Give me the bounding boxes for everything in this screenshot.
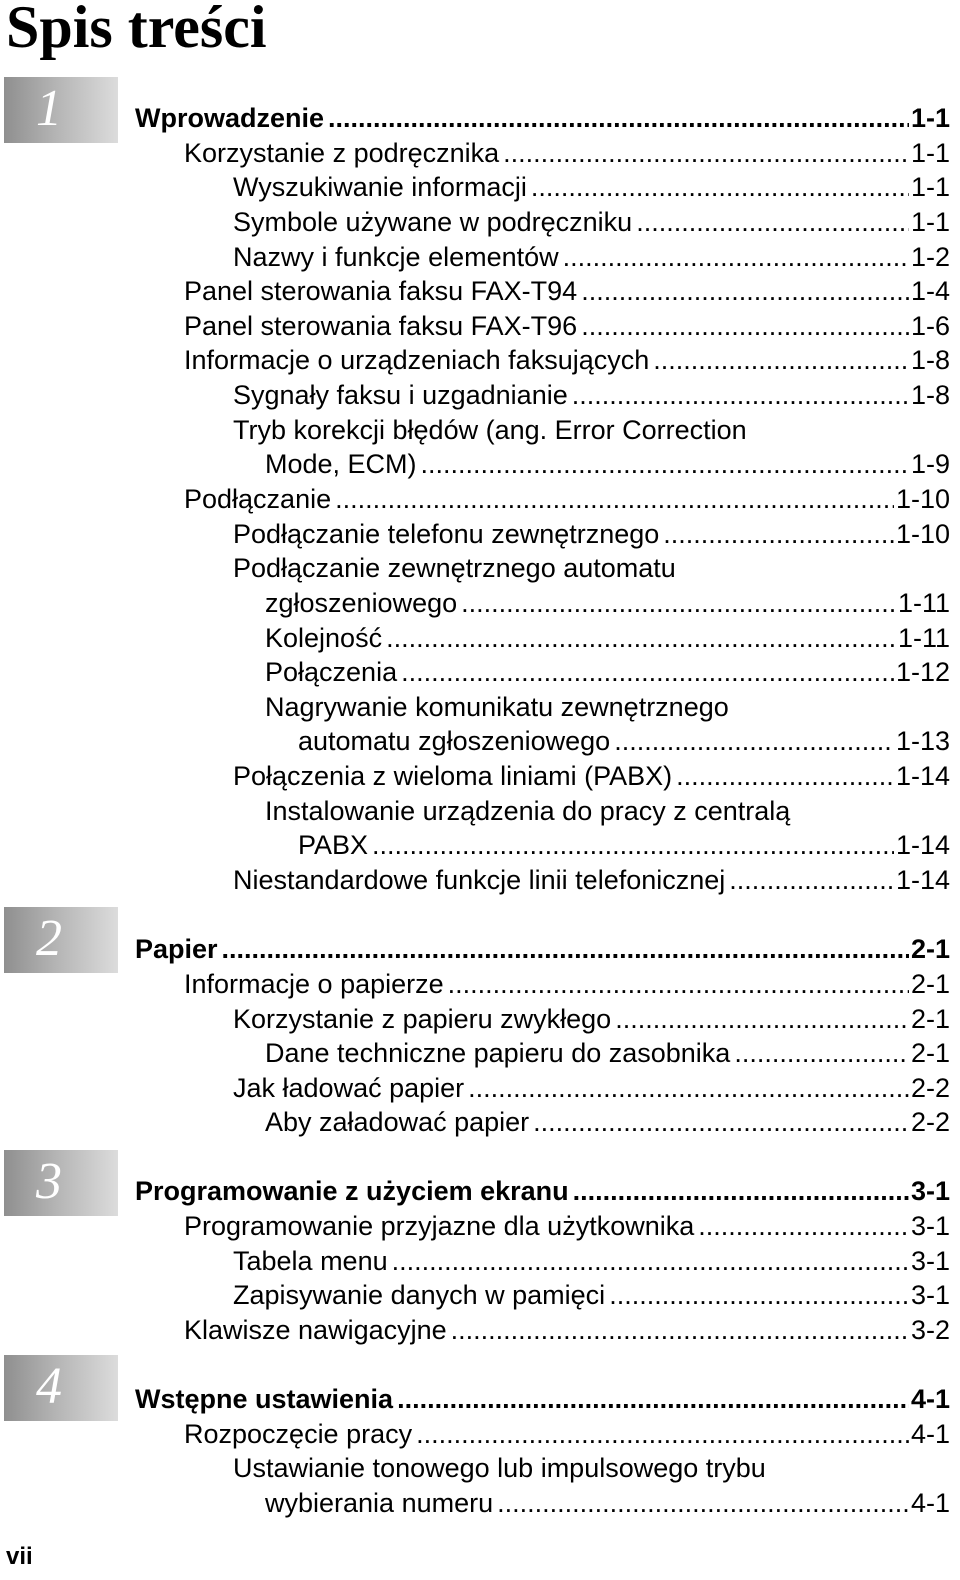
- toc-entry-title: Podłączanie telefonu zewnętrznego: [233, 519, 660, 549]
- toc-entry[interactable]: [233, 1071, 950, 1105]
- toc-entry-title: Niestandardowe funkcje linii telefonicznej: [233, 865, 726, 895]
- toc-page-number: 1-9: [910, 449, 950, 479]
- dot-leader: [222, 932, 909, 966]
- dot-leader: [698, 1209, 909, 1243]
- dot-leader: [609, 1278, 909, 1312]
- toc-page-number: 3-1: [910, 1176, 950, 1206]
- toc-entry-wrapped-line[interactable]: Tryb korekcji błędów (ang. Error Correction: [233, 415, 747, 445]
- toc-entry[interactable]: [265, 621, 950, 655]
- chapter-1-tab: [4, 77, 118, 143]
- toc-entry-title: Korzystanie z podręcznika: [184, 138, 500, 168]
- toc-entry[interactable]: [233, 1002, 950, 1036]
- toc-entry[interactable]: [265, 586, 950, 620]
- toc-entry[interactable]: [233, 759, 950, 793]
- toc-entry[interactable]: [233, 863, 950, 897]
- dot-leader: [451, 1313, 909, 1347]
- toc-chapter-2[interactable]: [135, 932, 950, 966]
- dot-leader: [497, 1486, 909, 1520]
- dot-leader: [421, 447, 909, 481]
- toc-page-number: 3-1: [910, 1211, 950, 1241]
- chapter-1-number: 1: [36, 80, 62, 137]
- toc-page-number: 1-1: [910, 172, 950, 202]
- toc-entry-title: Panel sterowania faksu FAX-T94: [184, 276, 578, 306]
- dot-leader: [328, 101, 909, 135]
- toc-entry[interactable]: [184, 274, 950, 308]
- toc-page-number: 3-2: [910, 1315, 950, 1345]
- toc-chapter-3[interactable]: [135, 1174, 950, 1208]
- toc-chapter-title: Programowanie z użyciem ekranu: [135, 1176, 569, 1206]
- toc-entry-title: Panel sterowania faksu FAX-T96: [184, 311, 578, 341]
- dot-leader: [636, 205, 909, 239]
- toc-page-number: 1-8: [910, 380, 950, 410]
- toc-entry[interactable]: [184, 482, 950, 516]
- toc-entry[interactable]: [184, 967, 950, 1001]
- toc-page-number: 2-2: [910, 1073, 950, 1103]
- toc-page-number: 1-14: [895, 830, 950, 860]
- toc-entry-title: Aby załadować papier: [265, 1107, 530, 1137]
- toc-entry-title: PABX: [298, 830, 369, 860]
- toc-entry[interactable]: [184, 1313, 950, 1347]
- toc-entry-wrapped-line[interactable]: Podłączanie zewnętrznego automatu: [233, 553, 676, 583]
- toc-page-number: 2-1: [910, 934, 950, 964]
- toc-chapter-1[interactable]: [135, 101, 950, 135]
- toc-entry[interactable]: [184, 343, 950, 377]
- toc-entry-title: wybierania numeru: [265, 1488, 494, 1518]
- toc-entry[interactable]: [233, 517, 950, 551]
- toc-entry[interactable]: [265, 1036, 950, 1070]
- toc-chapter-4[interactable]: [135, 1382, 950, 1416]
- toc-page-number: 1-10: [895, 519, 950, 549]
- toc-entry[interactable]: [298, 828, 950, 862]
- toc-entry-title: Informacje o urządzeniach faksujących: [184, 345, 650, 375]
- toc-page-number: 1-1: [910, 207, 950, 237]
- dot-leader: [335, 482, 894, 516]
- toc-chapter-title: Wprowadzenie: [135, 103, 325, 133]
- toc-page-number: 1-8: [910, 345, 950, 375]
- toc-entry[interactable]: [184, 309, 950, 343]
- toc-page-number: 4-1: [910, 1419, 950, 1449]
- dot-leader: [448, 967, 909, 1001]
- toc-page-number: 1-13: [895, 726, 950, 756]
- toc-entry-title: Korzystanie z papieru zwykłego: [233, 1004, 612, 1034]
- toc-page-number: 2-1: [910, 969, 950, 999]
- toc-page-number: 3-1: [910, 1280, 950, 1310]
- toc-page-number: 1-6: [910, 311, 950, 341]
- dot-leader: [401, 655, 894, 689]
- dot-leader: [572, 378, 909, 412]
- footer-page-number: vii: [6, 1543, 33, 1570]
- toc-entry-title: Nazwy i funkcje elementów: [233, 242, 559, 272]
- dot-leader: [372, 828, 894, 862]
- chapter-2-number: 2: [36, 910, 62, 967]
- toc-entry-title: Mode, ECM): [265, 449, 417, 479]
- dot-leader: [573, 1174, 909, 1208]
- toc-entry[interactable]: [265, 655, 950, 689]
- dot-leader: [676, 759, 894, 793]
- toc-page-number: 4-1: [910, 1488, 950, 1518]
- dot-leader: [392, 1244, 909, 1278]
- dot-leader: [581, 274, 909, 308]
- toc-entry-title: Rozpoczęcie pracy: [184, 1419, 413, 1449]
- toc-page-number: 1-11: [897, 623, 950, 653]
- toc-entry-title: Połączenia z wieloma liniami (PABX): [233, 761, 673, 791]
- chapter-4-tab: [4, 1355, 118, 1421]
- toc-page-number: 1-2: [910, 242, 950, 272]
- chapter-4-number: 4: [36, 1358, 62, 1415]
- toc-entry-title: Wyszukiwanie informacji: [233, 172, 527, 202]
- toc-entry[interactable]: [265, 1486, 950, 1520]
- dot-leader: [581, 309, 909, 343]
- dot-leader: [531, 170, 909, 204]
- toc-entry-title: Symbole używane w podręczniku: [233, 207, 633, 237]
- dot-leader: [386, 621, 896, 655]
- chapter-3-tab: [4, 1150, 118, 1216]
- toc-entry-title: zgłoszeniowego: [265, 588, 458, 618]
- toc-entry-title: Sygnały faksu i uzgadnianie: [233, 380, 568, 410]
- dot-leader: [729, 863, 894, 897]
- toc-entry-title: Dane techniczne papieru do zasobnika: [265, 1038, 731, 1068]
- toc-entry-wrapped-line[interactable]: Nagrywanie komunikatu zewnętrznego: [265, 692, 729, 722]
- dot-leader: [468, 1071, 909, 1105]
- toc-entry[interactable]: [184, 1417, 950, 1451]
- toc-page-number: 1-1: [910, 103, 950, 133]
- toc-entry[interactable]: [233, 205, 950, 239]
- toc-page-number: 1-14: [895, 761, 950, 791]
- toc-entry[interactable]: [233, 1244, 950, 1278]
- dot-leader: [614, 724, 894, 758]
- toc-page-number: 2-2: [910, 1107, 950, 1137]
- toc-entry[interactable]: [233, 240, 950, 274]
- toc-entry-wrapped-line[interactable]: Ustawianie tonowego lub impulsowego trybu: [233, 1453, 766, 1483]
- dot-leader: [663, 517, 894, 551]
- dot-leader: [461, 586, 896, 620]
- toc-chapter-title: Papier: [135, 934, 218, 964]
- toc-page-number: 2-1: [910, 1038, 950, 1068]
- toc-entry-title: Informacje o papierze: [184, 969, 444, 999]
- toc-page-number: 2-1: [910, 1004, 950, 1034]
- toc-entry[interactable]: [265, 1105, 950, 1139]
- toc-page-number: 1-4: [910, 276, 950, 306]
- dot-leader: [734, 1036, 909, 1070]
- toc-entry-title: Tabela menu: [233, 1246, 388, 1276]
- toc-entry[interactable]: [233, 170, 950, 204]
- toc-page-number: 1-12: [895, 657, 950, 687]
- page-title: Spis treści: [6, 0, 267, 60]
- chapter-3-number: 3: [36, 1153, 62, 1210]
- dot-leader: [615, 1002, 909, 1036]
- toc-page-number: 1-14: [895, 865, 950, 895]
- toc-page-number: 1-1: [910, 138, 950, 168]
- toc-entry[interactable]: [233, 378, 950, 412]
- toc-entry[interactable]: [298, 724, 950, 758]
- chapter-2-tab: [4, 907, 118, 973]
- toc-entry-title: Zapisywanie danych w pamięci: [233, 1280, 606, 1310]
- dot-leader: [533, 1105, 909, 1139]
- toc-entry[interactable]: [184, 136, 950, 170]
- toc-entry-title: Klawisze nawigacyjne: [184, 1315, 447, 1345]
- toc-entry-title: automatu zgłoszeniowego: [298, 726, 611, 756]
- toc-entry[interactable]: [184, 1209, 950, 1243]
- toc-page-number: 1-10: [895, 484, 950, 514]
- toc-chapter-title: Wstępne ustawienia: [135, 1384, 394, 1414]
- toc-entry[interactable]: [233, 1278, 950, 1312]
- toc-entry-wrapped-line[interactable]: Instalowanie urządzenia do pracy z centralą: [265, 796, 791, 826]
- toc-page-number: 3-1: [910, 1246, 950, 1276]
- toc-page-number: 4-1: [910, 1384, 950, 1414]
- toc-entry-title: Kolejność: [265, 623, 383, 653]
- dot-leader: [563, 240, 909, 274]
- toc-entry-title: Połączenia: [265, 657, 398, 687]
- toc-entry[interactable]: [265, 447, 950, 481]
- toc-entry-title: Podłączanie: [184, 484, 332, 514]
- dot-leader: [397, 1382, 909, 1416]
- toc-page-number: 1-11: [897, 588, 950, 618]
- dot-leader: [653, 343, 909, 377]
- dot-leader: [503, 136, 909, 170]
- toc-entry-title: Programowanie przyjazne dla użytkownika: [184, 1211, 695, 1241]
- dot-leader: [416, 1417, 909, 1451]
- toc-entry-title: Jak ładować papier: [233, 1073, 465, 1103]
